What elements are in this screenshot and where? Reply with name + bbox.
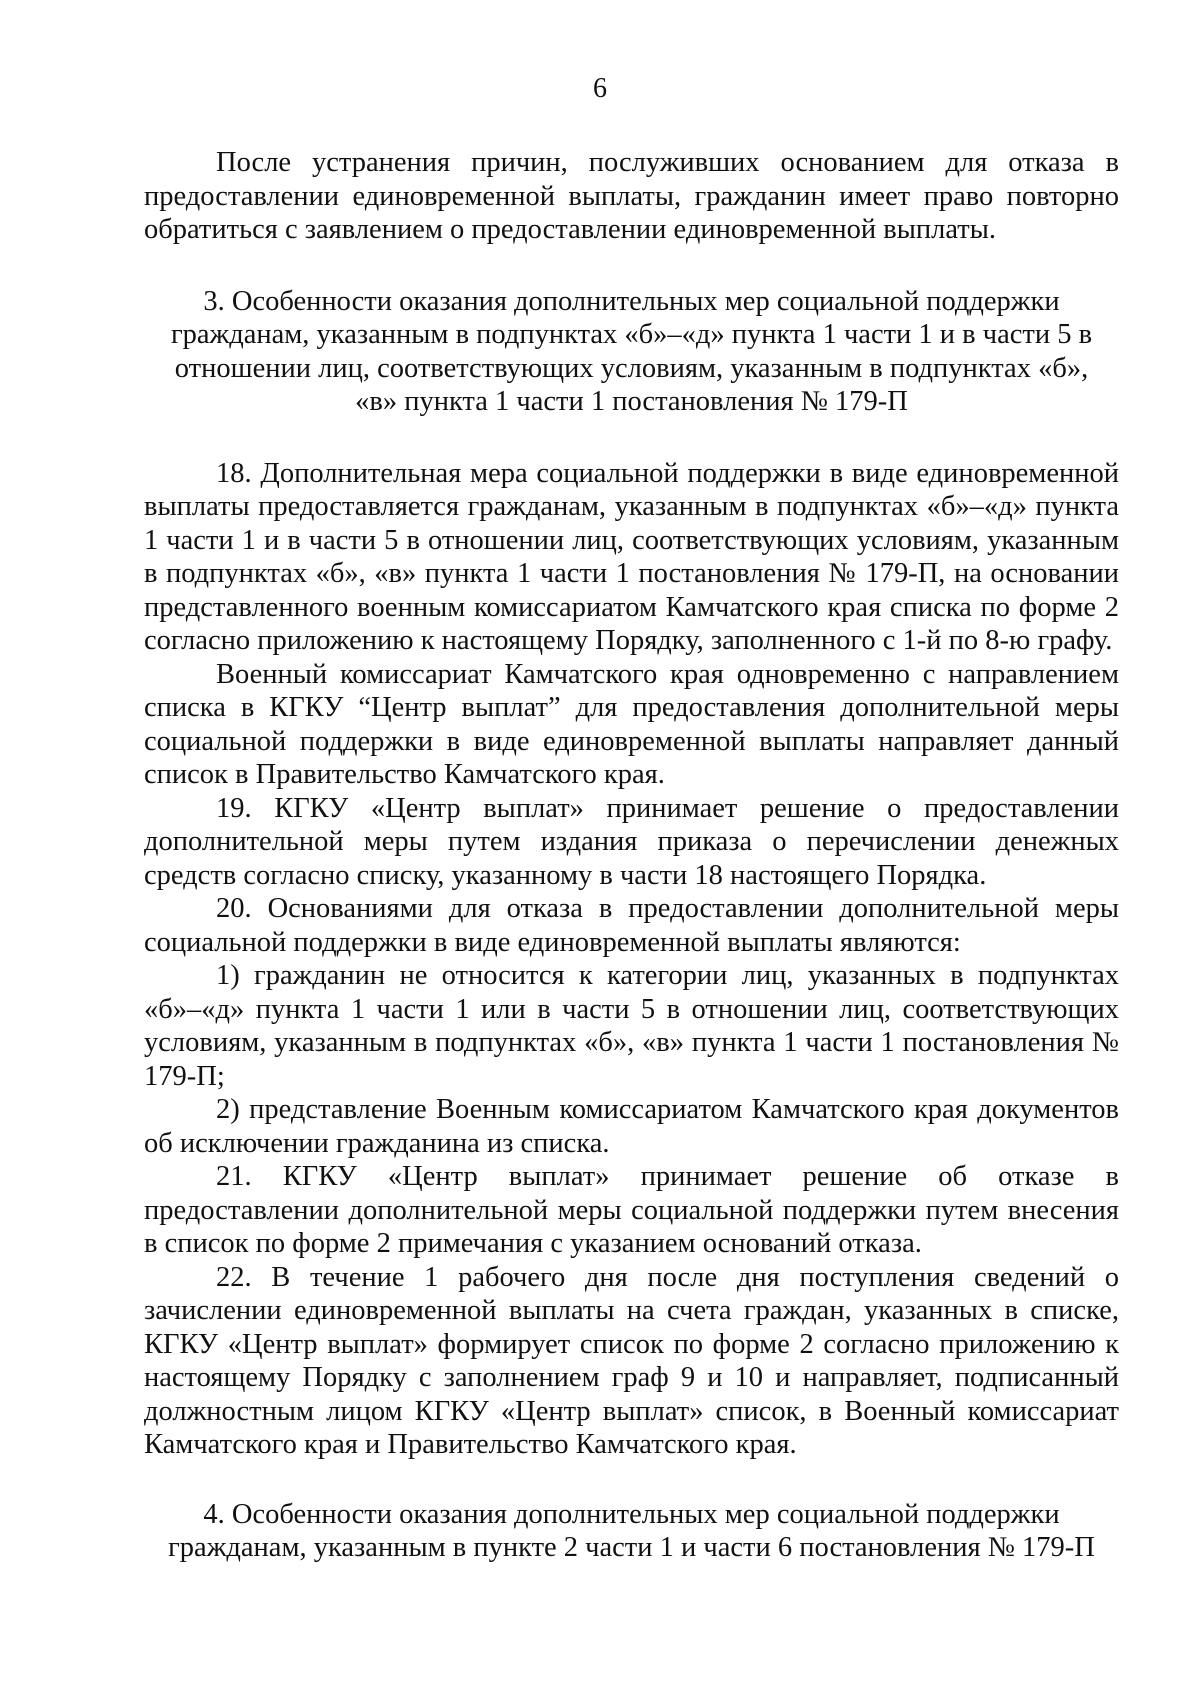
paragraph-21: 21. КГКУ «Центр выплат» принимает решение об отказе в предоставлении дополнительной меры социальной поддержки путем внесения в список по форме 2 примечания с указанием оснований отказа. xyxy=(144,1161,1119,1259)
section-4-heading: 4. Особенности оказания дополнительных мер социальной поддержки гражданам, указанным в пункте 2 части 1 и части 6 постановления № 179-П xyxy=(168,1498,1095,1563)
paragraph-19: 19. КГКУ «Центр выплат» принимает решение о предоставлении дополнительной меры путем издания приказа о перечислении денежных средств согласно списку, указанному в части 18 настоящего Порядка. xyxy=(144,792,1119,891)
section-3-heading: 3. Особенности оказания дополнительных мер социальной поддержки гражданам, указанным в подпунктах «б»–«д» пункта 1 части 1 и в части 5 в отношении лиц, соответствующих условиям, указанным в подпунктах «б», «в» пункта 1 части 1 постановления № 179-П xyxy=(170,285,1093,417)
paragraph-20-item-2: 2) представление Военным комиссариатом Камчатского края документов об исключении гражданина из списка. xyxy=(144,1094,1119,1159)
paragraph-22: 22. В течение 1 рабочего дня после дня поступления сведений о зачислении единовременной выплаты на счета граждан, указанных в списке, КГКУ «Центр выплат» формирует список по форме 2 согласно приложению к настоящему Порядку с заполнением граф 9 и 10 и направляет, подписанный должностным лицом КГКУ «Центр выплат» список, в Военный комиссариат Камчатского края и Правительство Камчатского края. xyxy=(144,1261,1119,1460)
spacer xyxy=(144,419,1119,457)
page-number: 6 xyxy=(593,73,607,104)
intro-paragraph: После устранения причин, послуживших основанием для отказа в предоставлении единовременной выплаты, гражданин имеет право повторно обратиться с заявлением о предоставлении единовременной выплаты. xyxy=(144,147,1119,245)
spacer xyxy=(144,1462,1119,1498)
spacer xyxy=(144,247,1119,285)
paragraph-20: 20. Основаниями для отказа в предоставлении дополнительной меры социальной поддержки в виде единовременной выплаты являются: xyxy=(144,893,1119,958)
paragraph-18-commissariat: Военный комиссариат Камчатского края одновременно с направлением списка в КГКУ “Центр выплат” для предоставления дополнительной меры социальной поддержки в виде единовременной выплаты направляет данный список в Правительство Камчатского края. xyxy=(144,658,1119,790)
document-body xyxy=(144,146,1119,1565)
paragraph-20-item-1: 1) гражданин не относится к категории лиц, указанных в подпунктах «б»–«д» пункта 1 части 1 или в части 5 в отношении лиц, соответствующих условиям, указанным в подпунктах «б», «в» пункта 1 части 1 постановления № 179-П; xyxy=(144,960,1119,1092)
paragraph-18: 18. Дополнительная мера социальной поддержки в виде единовременной выплаты предоставляется гражданам, указанным в подпунктах «б»–«д» пункта 1 части 1 и в части 5 в отношении лиц, соответствующих условиям, указанным в подпунктах «б», «в» пункта 1 части 1 постановления № 179-П, на основании представленного военным комиссариатом Камчатского края списка по форме 2 согласно приложению к настоящему Порядку, заполненного с 1-й по 8-ю графу. xyxy=(144,457,1119,656)
